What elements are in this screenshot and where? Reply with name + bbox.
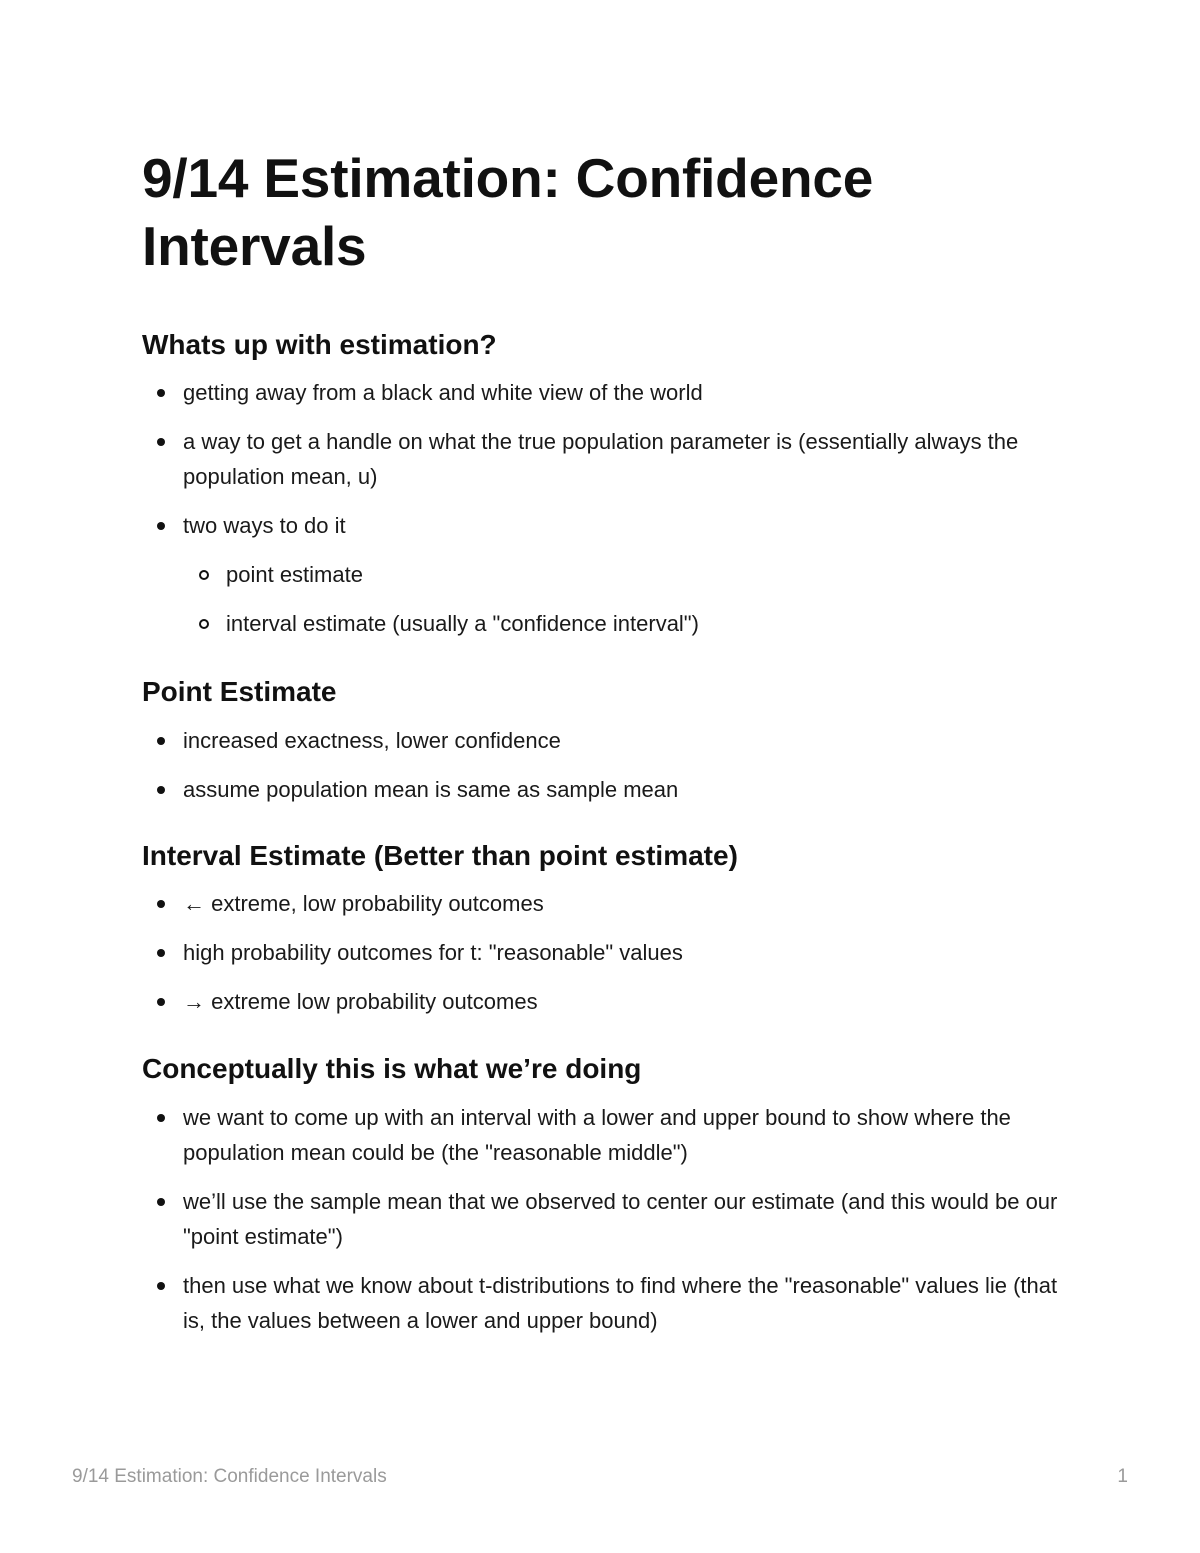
bullet-list-estimation <box>142 375 1062 655</box>
list-item: assume population mean is same as sample mean <box>142 772 1062 807</box>
sub-list-item: interval estimate (usually a "confidence interval") <box>142 606 1062 641</box>
page-title: 9/14 Estimation: Confidence Intervals <box>142 147 874 277</box>
list-item: high probability outcomes for t: "reasonable" values <box>142 935 1062 970</box>
footer-title: 9/14 Estimation: Confidence Intervals <box>72 1466 387 1487</box>
bullet-list-conceptually <box>142 1100 1062 1352</box>
list-item: we want to come up with an interval with a lower and upper bound to show where the population mean could be (the "reasonable middle") <box>142 1100 1062 1170</box>
section-heading-conceptually: Conceptually this is what we’re doing <box>142 1053 642 1084</box>
section-heading-interval-estimate: Interval Estimate (Better than point estimate) <box>142 840 738 871</box>
list-item: increased exactness, lower confidence <box>142 723 1062 758</box>
section-heading-point-estimate: Point Estimate <box>142 676 337 707</box>
list-item: we’ll use the sample mean that we observed to center our estimate (and this would be our "point estimate") <box>142 1184 1062 1254</box>
list-item: then use what we know about t-distributions to find where the "reasonable" values lie (that is, the values between a lower and upper bound) <box>142 1268 1062 1338</box>
bullet-list-point-estimate <box>142 723 1062 821</box>
list-item: → extreme low probability outcomes <box>142 984 1062 1019</box>
list-item: getting away from a black and white view of the world <box>142 375 1062 410</box>
page-number: 1 <box>1117 1466 1128 1487</box>
sub-list-item: point estimate <box>142 557 1062 592</box>
list-item: two ways to do it <box>142 508 1062 543</box>
list-item: a way to get a handle on what the true population parameter is (essentially always the population mean, u) <box>142 424 1062 494</box>
list-item: ← extreme, low probability outcomes <box>142 886 1062 921</box>
section-heading-estimation: Whats up with estimation? <box>142 329 497 360</box>
bullet-list-interval-estimate <box>142 886 1062 1033</box>
